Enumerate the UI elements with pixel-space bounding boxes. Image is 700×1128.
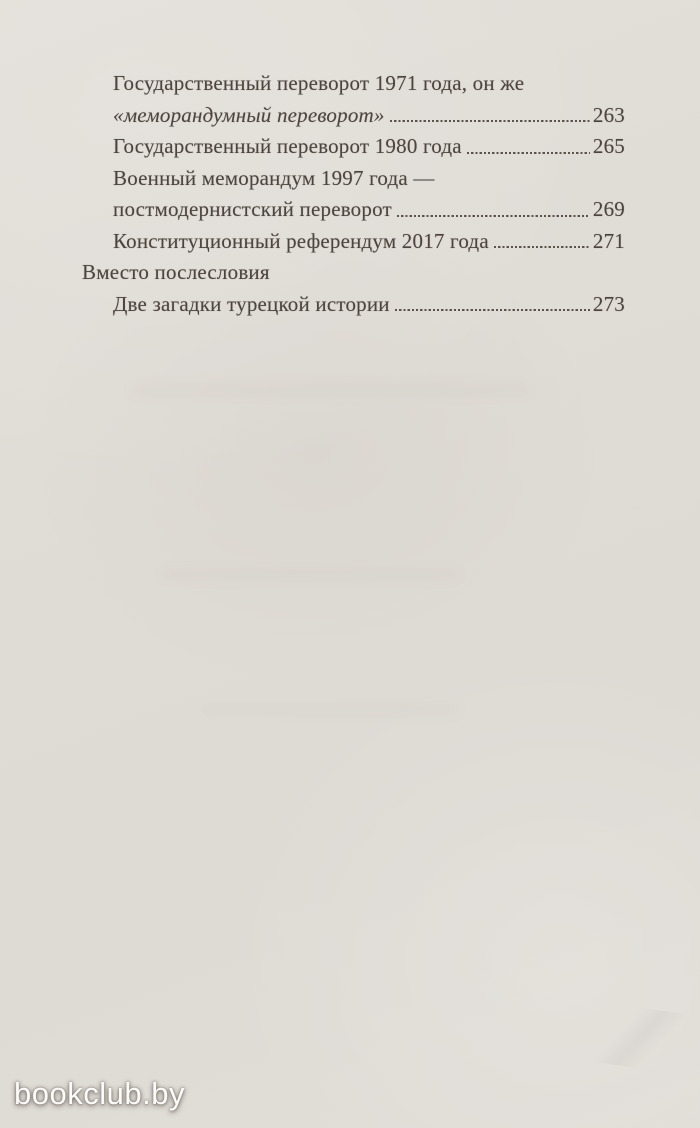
toc-page-number: 269 [592, 197, 625, 221]
dot-leader [395, 309, 590, 311]
watermark-text: bookclub.by [14, 1076, 185, 1111]
bleed-through-smudge [160, 570, 460, 579]
toc-entry-text: Военный меморандум 1997 года — [113, 165, 435, 190]
toc-row [82, 289, 625, 321]
toc-row [82, 257, 625, 289]
toc-entry-text: «меморандумный переворот» [113, 102, 385, 127]
dot-leader [494, 246, 590, 248]
toc-row [82, 131, 625, 163]
bleed-through-smudge [200, 705, 460, 714]
dot-leader [467, 152, 590, 154]
table-of-contents [82, 68, 625, 320]
toc-row [82, 194, 625, 226]
dot-leader [397, 215, 590, 217]
toc-page-number: 271 [592, 228, 625, 253]
toc-page-number: 265 [592, 134, 625, 158]
toc-entry-text: Конституционный референдум 2017 года [113, 228, 489, 253]
toc-row [82, 100, 625, 132]
toc-entry-text: Две загадки турецкой истории [113, 291, 390, 316]
toc-row [82, 163, 625, 195]
bleed-through-smudge [130, 385, 530, 395]
toc-page-number: 263 [592, 102, 625, 127]
toc-entry-text: Государственный переворот 1971 года, он же [113, 71, 525, 95]
toc-entry-text: Государственный переворот 1980 года [113, 134, 462, 158]
toc-entry-text: Вместо послесловия [82, 260, 270, 284]
toc-page-number: 273 [592, 291, 625, 316]
page-crease-shadow [537, 994, 700, 1081]
toc-row [82, 68, 625, 100]
toc-row [82, 226, 625, 258]
dot-leader [390, 120, 590, 122]
toc-entry-text: постмодернистский переворот [113, 197, 392, 221]
